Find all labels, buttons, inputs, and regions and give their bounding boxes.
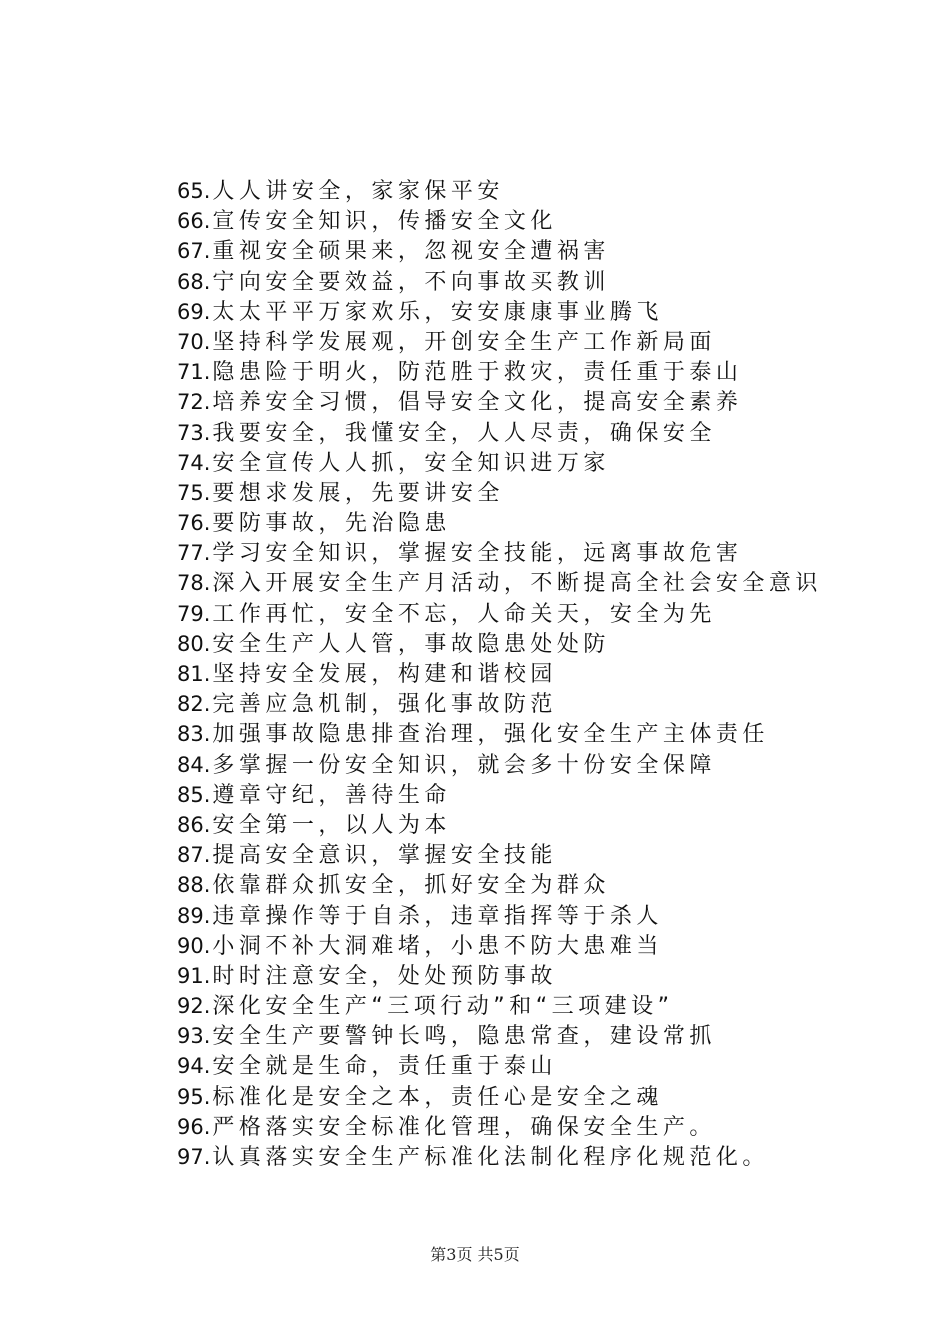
list-item [177, 508, 897, 538]
item-text: 标准化是安全之本，责任心是安全之魂 [212, 1084, 663, 1110]
list-item [177, 568, 897, 598]
item-text: 认真落实安全生产标准化法制化程序化规范化。 [212, 1145, 769, 1170]
item-text: 安全生产要警钟长鸣，隐患常查，建设常抓 [212, 1024, 716, 1050]
list-item [177, 1051, 897, 1081]
item-text: 我要安全，我懂安全，人人尽责，确保安全 [212, 420, 716, 446]
item-number: 74. [177, 450, 211, 475]
item-number: 75. [177, 480, 211, 505]
item-number: 87. [177, 843, 211, 868]
item-number: 85. [177, 782, 211, 807]
list-item [177, 840, 897, 870]
item-text: 严格落实安全标准化管理，确保安全生产。 [212, 1114, 716, 1140]
list-item [177, 236, 897, 266]
list-item [177, 901, 897, 931]
list-item [177, 1021, 897, 1051]
item-number: 83. [177, 722, 211, 747]
item-text: 太太平平万家欢乐，安安康康事业腾飞 [212, 299, 663, 325]
item-number: 95. [177, 1084, 211, 1109]
item-text: 深入开展安全生产月活动，不断提高全社会安全意识 [212, 571, 822, 597]
item-text: 深化安全生产“三项行动”和“三项建设” [212, 994, 674, 1020]
item-number: 82. [177, 692, 211, 717]
list-item [177, 750, 897, 780]
item-text: 加强事故隐患排查治理，强化安全生产主体责任 [212, 722, 769, 748]
slogan-list [177, 176, 897, 1172]
item-text: 要想求发展，先要讲安全 [212, 480, 504, 506]
item-text: 人人讲安全，家家保平安 [212, 179, 504, 204]
item-text: 安全第一，以人为本 [212, 812, 451, 838]
item-text: 宁向安全要效益，不向事故买教训 [212, 269, 610, 295]
item-number: 73. [177, 420, 211, 445]
item-text: 时时注意安全，处处预防事故 [212, 963, 557, 989]
item-text: 隐患险于明火，防范胜于救灾，责任重于泰山 [212, 360, 743, 386]
list-item [177, 206, 897, 236]
item-text: 工作再忙，安全不忘，人命关天，安全为先 [212, 601, 716, 627]
list-item [177, 1142, 897, 1172]
list-item [177, 599, 897, 629]
list-item [177, 538, 897, 568]
list-item [177, 689, 897, 719]
item-number: 96. [177, 1114, 211, 1139]
list-item [177, 780, 897, 810]
item-number: 91. [177, 963, 211, 988]
list-item [177, 327, 897, 357]
item-text: 多掌握一份安全知识，就会多十份安全保障 [212, 752, 716, 778]
list-item [177, 659, 897, 689]
item-number: 67. [177, 239, 211, 264]
item-number: 89. [177, 903, 211, 928]
list-item [177, 1112, 897, 1142]
item-text: 安全宣传人人抓，安全知识进万家 [212, 450, 610, 476]
item-text: 小洞不补大洞难堵，小患不防大患难当 [212, 933, 663, 959]
item-text: 坚持安全发展，构建和谐校园 [212, 662, 557, 687]
list-item [177, 297, 897, 327]
item-text: 安全生产人人管，事故隐患处处防 [212, 631, 610, 657]
item-text: 坚持科学发展观，开创安全生产工作新局面 [212, 329, 716, 355]
item-number: 92. [177, 994, 211, 1019]
item-text: 遵章守纪，善待生命 [212, 782, 451, 808]
item-text: 提高安全意识，掌握安全技能 [212, 843, 557, 869]
item-number: 97. [177, 1145, 211, 1169]
item-text: 完善应急机制，强化事故防范 [212, 692, 557, 718]
list-item [177, 629, 897, 659]
list-item [177, 961, 897, 991]
list-item [177, 267, 897, 297]
item-text: 要防事故，先治隐患 [212, 511, 451, 537]
list-item [177, 387, 897, 417]
item-number: 94. [177, 1054, 211, 1079]
item-text: 安全就是生命，责任重于泰山 [212, 1054, 557, 1080]
item-number: 77. [177, 541, 211, 566]
item-number: 71. [177, 360, 211, 385]
item-number: 76. [177, 511, 211, 536]
list-item [177, 418, 897, 448]
item-text: 依靠群众抓安全，抓好安全为群众 [212, 873, 610, 899]
item-number: 78. [177, 571, 211, 596]
item-number: 79. [177, 601, 211, 626]
list-item [177, 1082, 897, 1112]
item-text: 宣传安全知识，传播安全文化 [212, 209, 557, 235]
list-item [177, 478, 897, 508]
list-item [177, 991, 897, 1021]
list-item [177, 719, 897, 749]
item-number: 72. [177, 390, 211, 415]
item-text: 违章操作等于自杀，违章指挥等于杀人 [212, 903, 663, 929]
item-number: 93. [177, 1024, 211, 1049]
list-item [177, 931, 897, 961]
item-text: 学习安全知识，掌握安全技能，远离事故危害 [212, 541, 743, 567]
item-number: 68. [177, 269, 211, 294]
item-number: 84. [177, 752, 211, 777]
item-number: 65. [177, 179, 211, 203]
item-number: 70. [177, 329, 211, 354]
item-number: 80. [177, 631, 211, 656]
item-text: 培养安全习惯，倡导安全文化，提高安全素养 [212, 390, 743, 416]
list-item [177, 870, 897, 900]
list-item [177, 448, 897, 478]
item-number: 66. [177, 209, 211, 234]
list-item [177, 810, 897, 840]
list-item [177, 176, 897, 206]
item-number: 86. [177, 812, 211, 837]
item-number: 69. [177, 299, 211, 324]
page-footer: 第3页 共5页 [430, 1245, 520, 1264]
list-item [177, 357, 897, 387]
item-number: 81. [177, 662, 211, 686]
item-number: 88. [177, 873, 211, 898]
item-number: 90. [177, 933, 211, 958]
item-text: 重视安全硕果来，忽视安全遭祸害 [212, 239, 610, 265]
